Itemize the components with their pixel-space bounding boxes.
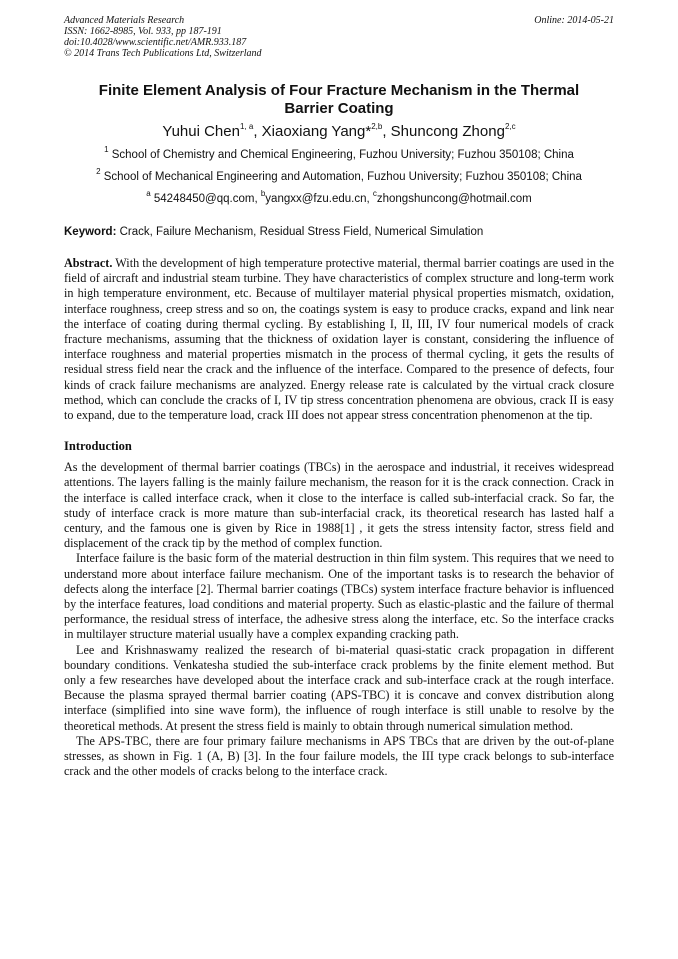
introduction-paragraph: Lee and Krishnaswamy realized the research of bi-material quasi-static crack propagation in different boundary conditions. Venkatesha studied the sub-interface crack problems by the finite element method. But only a few researches have developed about the interface crack and sub-interface crack at the rough interface. Because the plasma sprayed thermal barrier coating (APS-TBC) it is concave and convex distribution along interface (simplified into sine wave form), the influence of rough interface is still unable to resolve by the theoretical methods. At present the stress field is mainly to obtain through numerical simulation method. <box>64 642 614 733</box>
author-name: Xiaoxiang Yang* <box>261 123 372 140</box>
journal-doi: doi:10.4028/www.scientific.net/AMR.933.187 <box>64 37 247 48</box>
affiliation-text: School of Mechanical Engineering and Automation, Fuzhou University; Fuzhou 350108; China <box>103 171 582 183</box>
email-mark: b <box>260 189 266 199</box>
author-list <box>64 123 614 141</box>
journal-issn: ISSN: 1662-8985, Vol. 933, pp 187-191 <box>64 26 222 37</box>
abstract-label: Abstract. <box>64 256 113 270</box>
email-separator: , <box>254 193 261 205</box>
journal-info <box>64 15 262 59</box>
email-separator: , <box>366 193 373 205</box>
keywords-label: Keyword: <box>64 226 117 238</box>
abstract-text: With the development of high temperature protective material, thermal barrier coatings are used in the field of aircraft and industrial steam turbine. They have characteristics of complex structure and long-term work in high temperature environment, etc. Because of multilayer material physical properties mismatch, oxidation, interface roughness, creep stress and so on, the coatings system is easy to produce cracks, expand and link near the interface of coating during thermal cycling. By establishing I, II, III, IV four numerical models of crack fracture mechanisms, assuming that the thickness of oxidation layer is constant, considering the influence of interface roughness and material properties mismatch in the process of thermal cycling, it gets the results of residual stress field near the crack and the influence of the interface. Compared to the presence of defects, four kinds of crack failure mechanisms are analyzed. Energy release rate is calculated by the virtual crack closure method, which can conclude the cracks of I, IV tip stress concentration phenomena are obvious, crack II is easy to expand, due to the temperature load, crack III does not appear stress concentration phenomenon at the tip. <box>64 256 614 423</box>
author-name: Shuncong Zhong <box>390 123 505 140</box>
introduction-paragraph: As the development of thermal barrier coatings (TBCs) in the aerospace and industrial, it receives widespread attentions. The layers falling is the mainly failure mechanism, the reason for it is the crack connection. Crack in the interface is called interface crack, when it close to the interface is called sub-interfacial crack. So far, the study of interface crack is more mature than sub-interfacial crack, its theoretical research has lasted half a century, and the famous one is given by Rice in 1988[1] , it gets the stress intensity factor, stress field and displacement of the crack tip by the method of complex function. <box>64 460 614 551</box>
keywords-text: Crack, Failure Mechanism, Residual Stress Field, Numerical Simulation <box>119 226 484 238</box>
introduction-paragraph: The APS-TBC, there are four primary failure mechanisms in APS TBCs that are driven by the out-of-plane stresses, as shown in Fig. 1 (A, B) [3]. In the four failure models, the III type crack belongs to sub-interface crack and the other models of cracks belong to the interface crack. <box>64 733 614 779</box>
affiliation-mark: 2 <box>96 167 101 177</box>
author-affiliation-mark: 2,b <box>371 122 383 131</box>
journal-name: Advanced Materials Research <box>64 15 185 26</box>
author-name: Yuhui Chen <box>162 123 240 140</box>
author-affiliation-mark: 2,c <box>504 122 516 131</box>
email-address: zhongshuncong@hotmail.com <box>376 193 532 205</box>
author-separator: , <box>382 123 391 140</box>
affiliation-2 <box>64 167 614 184</box>
email-mark: c <box>372 189 377 199</box>
affiliation-1 <box>64 145 614 162</box>
author-separator: , <box>253 123 262 140</box>
author-affiliation-mark: 1, a <box>239 122 254 131</box>
online-date: Online: 2014-05-21 <box>534 15 614 26</box>
email-address: 54248450@qq.com <box>153 193 255 205</box>
introduction-paragraph: Interface failure is the basic form of the material destruction in thin film system. This requires that we need to understand more about interface failure mechanism. One of the important tasks is to research the behavior of defects along the interface [2]. Thermal barrier coatings (TBCs) system interface fracture behavior is influenced by the interface features, load conditions and material property. Such as elastic-plastic and the failure of thermal performance, the residual stress of interface, the adhesive stress along the interface, etc. So the interface cracks in multilayer structure material usually have a complex expanding cracking path. <box>64 551 614 642</box>
email-mark: a <box>146 189 151 199</box>
journal-copyright: © 2014 Trans Tech Publications Ltd, Switzerland <box>64 48 262 59</box>
author-emails <box>64 189 614 206</box>
keywords <box>64 225 614 239</box>
affiliation-mark: 1 <box>104 145 109 155</box>
section-heading-introduction: Introduction <box>64 439 132 454</box>
paper-title: Finite Element Analysis of Four Fracture Mechanism in the Thermal Barrier Coating <box>98 82 580 117</box>
affiliation-text: School of Chemistry and Chemical Engineering, Fuzhou University; Fuzhou 350108; China <box>111 149 574 161</box>
journal-header <box>64 15 614 59</box>
abstract <box>64 256 614 423</box>
email-address: yangxx@fzu.edu.cn <box>265 193 367 205</box>
